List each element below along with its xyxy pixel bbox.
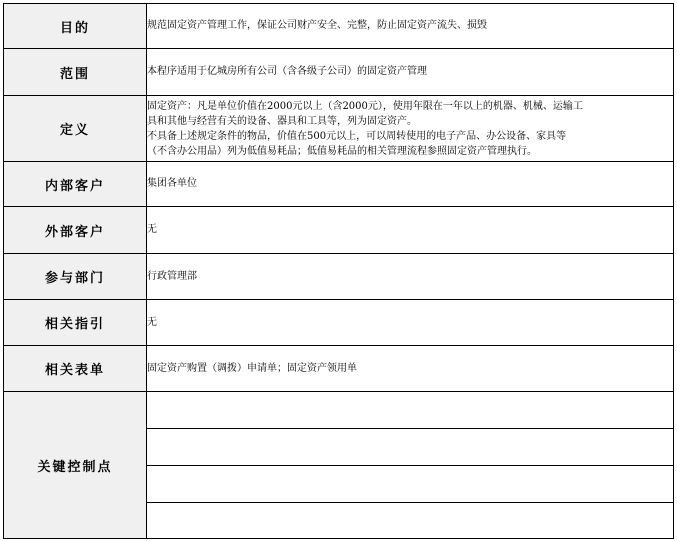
forms-value: 固定资产购置（调拨）申请单；固定资产领用单 bbox=[147, 346, 674, 392]
row-scope bbox=[4, 49, 674, 96]
departments-value: 行政管理部 bbox=[147, 254, 674, 300]
key-control-cell bbox=[147, 429, 674, 466]
forms-label: 相关表单 bbox=[4, 346, 147, 392]
departments-label: 参与部门 bbox=[4, 254, 147, 300]
row-key-control bbox=[4, 392, 674, 429]
definition-line: 固定资产：凡是单位价值在2000元以上（含2000元），使用年限在一年以上的机器、机械、运输工 bbox=[147, 100, 583, 112]
external-customer-value: 无 bbox=[147, 207, 674, 254]
scope-label: 范围 bbox=[4, 49, 147, 96]
key-control-cell bbox=[147, 466, 674, 503]
scope-value: 本程序适用于亿城房所有公司（含各级子公司）的固定资产管理 bbox=[147, 49, 674, 96]
definition-label: 定义 bbox=[4, 96, 147, 162]
internal-customer-value: 集团各单位 bbox=[147, 162, 674, 207]
definition-line: 具和其他与经营有关的设备、器具和工具等，列为固定资产。 bbox=[147, 115, 417, 127]
row-purpose bbox=[4, 4, 674, 49]
key-control-cell bbox=[147, 503, 674, 539]
purpose-value: 规范固定资产管理工作，保证公司财产安全、完整，防止固定资产流失、损毁 bbox=[147, 4, 674, 49]
key-control-label: 关键控制点 bbox=[4, 392, 147, 539]
row-external-customer bbox=[4, 207, 674, 254]
guidelines-label: 相关指引 bbox=[4, 300, 147, 346]
key-control-cell bbox=[147, 392, 674, 429]
external-customer-label: 外部客户 bbox=[4, 207, 147, 254]
purpose-label: 目的 bbox=[4, 4, 147, 49]
definition-value bbox=[147, 96, 674, 162]
row-guidelines bbox=[4, 300, 674, 346]
row-internal-customer bbox=[4, 162, 674, 207]
row-definition bbox=[4, 96, 674, 162]
definition-line: 不具备上述规定条件的物品，价值在500元以上，可以周转使用的电子产品、办公设备、家具等 bbox=[147, 130, 567, 142]
row-forms bbox=[4, 346, 674, 392]
internal-customer-label: 内部客户 bbox=[4, 162, 147, 207]
guidelines-value: 无 bbox=[147, 300, 674, 346]
row-departments bbox=[4, 254, 674, 300]
definition-line: （不含办公用品）列为低值易耗品；低值易耗品的相关管理流程参照固定资产管理执行。 bbox=[147, 145, 537, 157]
process-info-table bbox=[3, 3, 674, 539]
